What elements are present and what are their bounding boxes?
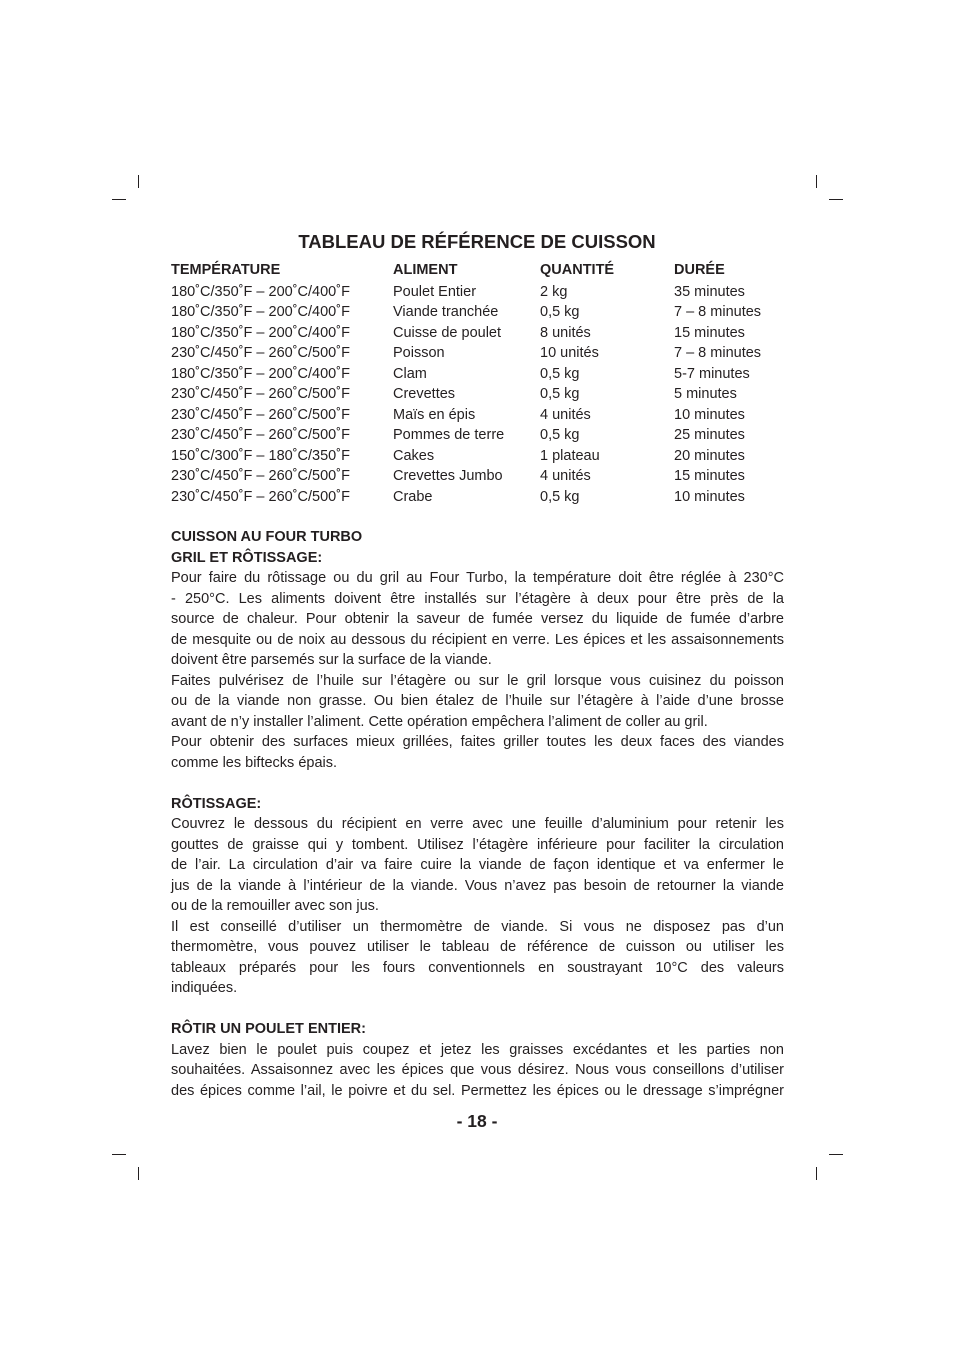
table-row [171,384,784,405]
section-heading: CUISSON AU FOUR TURBO [171,529,363,545]
crop-mark-bottom-left-vertical [138,1167,139,1180]
crop-mark-bottom-right-vertical [816,1167,817,1180]
text-line: indiquées. [171,980,238,996]
paragraph [171,568,784,671]
section-roast-whole-chicken [171,1019,784,1101]
table-cell-quantity: 0,5 kg [540,365,580,382]
page-title: TABLEAU DE RÉFÉRENCE DE CUISSON [298,231,656,252]
text-line: comme les biftecks épais. [171,754,338,771]
table-cell-quantity: 10 unités [540,345,599,361]
table-row [171,323,784,344]
text-line: de l’air. La circulation d’air va faire cuire la viande de façon identique et va enfermer le [171,857,784,873]
table-row [171,405,784,426]
table-cell-duration: 35 minutes [674,283,745,300]
table-cell-temperature: 230˚C/450˚F – 260˚C/500˚F [171,386,350,402]
table-cell-food: Cuisse de poulet [393,324,502,341]
table-row [171,487,784,508]
text-line: gouttes de graisse qui y tombent. Utilisez l’étagère inférieure pour faciliter la circulation [171,836,784,853]
text-line: thermomètre, vous pouvez utiliser le tableau de référence de cuisson ou utiliser les [171,939,784,955]
section-roasting [171,794,784,999]
table-cell-temperature: 180˚C/350˚F – 200˚C/400˚F [171,324,350,341]
text-line: jus de la viande à l’intérieur de la viande. Vous n’avez pas besoin de retourner la viande [171,877,784,894]
text-line: ou de la remouiller avec son jus. [171,898,379,914]
section-heading: RÔTIR UN POULET ENTIER: [171,1021,366,1037]
crop-mark-bottom-left-horizontal [112,1154,126,1155]
table-row [171,282,784,303]
cooking-reference-table [171,260,784,507]
table-cell-temperature: 180˚C/350˚F – 200˚C/400˚F [171,304,350,320]
crop-mark-top-right-horizontal [829,199,843,200]
column-header-food: ALIMENT [393,262,458,278]
table-cell-quantity: 4 unités [540,468,591,484]
table-cell-temperature: 180˚C/350˚F – 200˚C/400˚F [171,365,350,382]
table-row [171,364,784,385]
column-header-duration: DURÉE [674,262,725,278]
table-row [171,302,784,323]
crop-mark-bottom-right-horizontal [829,1154,843,1155]
table-row [171,466,784,487]
paragraph [171,1040,784,1102]
text-line: Couvrez le dessous du récipient en verre avec une feuille d’aluminium pour retenir les [171,816,784,832]
table-cell-food: Clam [393,365,427,382]
crop-mark-top-left-vertical [138,175,139,188]
table-cell-quantity: 2 kg [540,283,568,300]
table-cell-duration: 5-7 minutes [674,365,750,382]
table-cell-temperature: 230˚C/450˚F – 260˚C/500˚F [171,427,350,443]
table-cell-quantity: 4 unités [540,406,591,423]
table-cell-temperature: 150˚C/300˚F – 180˚C/350˚F [171,447,350,464]
text-line: - 250°C. Les aliments doivent être installés sur l’étagère à deux pour être près de la [171,590,784,607]
text-line: de mesquite ou de noix au dessous du récipient en verre. Les épices et les assaisonnements [171,631,784,648]
table-cell-temperature: 230˚C/450˚F – 260˚C/500˚F [171,345,350,361]
text-line: source de chaleur. Pour obtenir la saveur de fumée versez du liquide de fumée d’arbre [171,611,784,627]
text-line: avant de n’y installer l’aliment. Cette opération empêchera l’aliment de coller au gril. [171,713,708,730]
table-cell-food: Crabe [393,488,433,505]
text-line: Il est conseillé d’utiliser un thermomètre de viande. Si vous ne disposez pas d’un [171,918,784,935]
text-line: Pour obtenir des surfaces mieux grillées, faites griller toutes les deux faces des viandes [171,734,784,750]
table-cell-duration: 15 minutes [674,468,745,484]
paragraph [171,917,784,999]
table-cell-duration: 7 – 8 minutes [674,304,762,320]
table-cell-food: Crevettes [393,386,456,402]
table-cell-food: Cakes [393,447,435,464]
page-number: - 18 - [456,1111,498,1131]
table-cell-quantity: 8 unités [540,324,591,341]
paragraph [171,732,784,773]
table-cell-temperature: 230˚C/450˚F – 260˚C/500˚F [171,406,350,423]
table-cell-duration: 5 minutes [674,386,737,402]
table-cell-duration: 7 – 8 minutes [674,345,762,361]
text-line: ou de la viande non grasse. Ou bien étalez de l’huile sur l’étagère à l’aide d’une brosse [171,693,784,709]
section-subheading: GRIL ET RÔTISSAGE: [171,549,323,566]
section-turbo-grill-roasting [171,527,784,773]
table-cell-quantity: 1 plateau [540,447,600,464]
table-cell-quantity: 0,5 kg [540,427,580,443]
table-cell-quantity: 0,5 kg [540,304,580,320]
table-cell-duration: 25 minutes [674,427,745,443]
table-row [171,425,784,446]
text-line: doivent être parsemés sur la surface de la viande. [171,652,492,668]
table-header-row [171,260,784,282]
table-cell-food: Viande tranchée [393,304,499,320]
paragraph [171,814,784,917]
table-row [171,343,784,364]
table-cell-food: Pommes de terre [393,427,505,443]
table-cell-temperature: 230˚C/450˚F – 260˚C/500˚F [171,468,350,484]
document-body [171,527,784,1101]
table-cell-temperature: 180˚C/350˚F – 200˚C/400˚F [171,283,350,300]
table-cell-duration: 10 minutes [674,488,745,505]
text-line: Pour faire du rôtissage ou du gril au Four Turbo, la température doit être réglée à 230°C [171,570,784,586]
crop-mark-top-right-vertical [816,175,817,188]
section-heading: RÔTISSAGE: [171,795,262,812]
paragraph [171,671,784,733]
table-cell-food: Poisson [393,345,445,361]
column-header-quantity: QUANTITÉ [540,262,615,278]
table-cell-temperature: 230˚C/450˚F – 260˚C/500˚F [171,488,350,505]
table-cell-duration: 20 minutes [674,447,745,464]
table-cell-food: Maïs en épis [393,406,476,423]
crop-mark-top-left-horizontal [112,199,126,200]
table-row [171,446,784,467]
text-line: tableaux préparés pour les fours conventionnels en soustrayant 10°C des valeurs [171,959,784,976]
text-line: Faites pulvérisez de l’huile sur l’étagère ou sur le gril lorsque vous cuisinez du poisson [171,672,784,689]
table-cell-duration: 15 minutes [674,324,745,341]
table-cell-food: Poulet Entier [393,283,477,300]
text-line: des épices comme l’ail, le poivre et du sel. Permettez les épices ou le dressage s’imprégner [171,1082,784,1099]
table-cell-quantity: 0,5 kg [540,386,580,402]
text-line: Lavez bien le poulet puis coupez et jetez les graisses excédantes et les parties non [171,1041,784,1058]
table-cell-food: Crevettes Jumbo [393,468,503,484]
table-cell-quantity: 0,5 kg [540,488,580,505]
text-line: souhaitées. Assaisonnez avec les épices que vous désirez. Nous vous conseillons d’utiliser [171,1062,784,1078]
column-header-temperature: TEMPÉRATURE [171,262,281,278]
table-cell-duration: 10 minutes [674,406,745,423]
